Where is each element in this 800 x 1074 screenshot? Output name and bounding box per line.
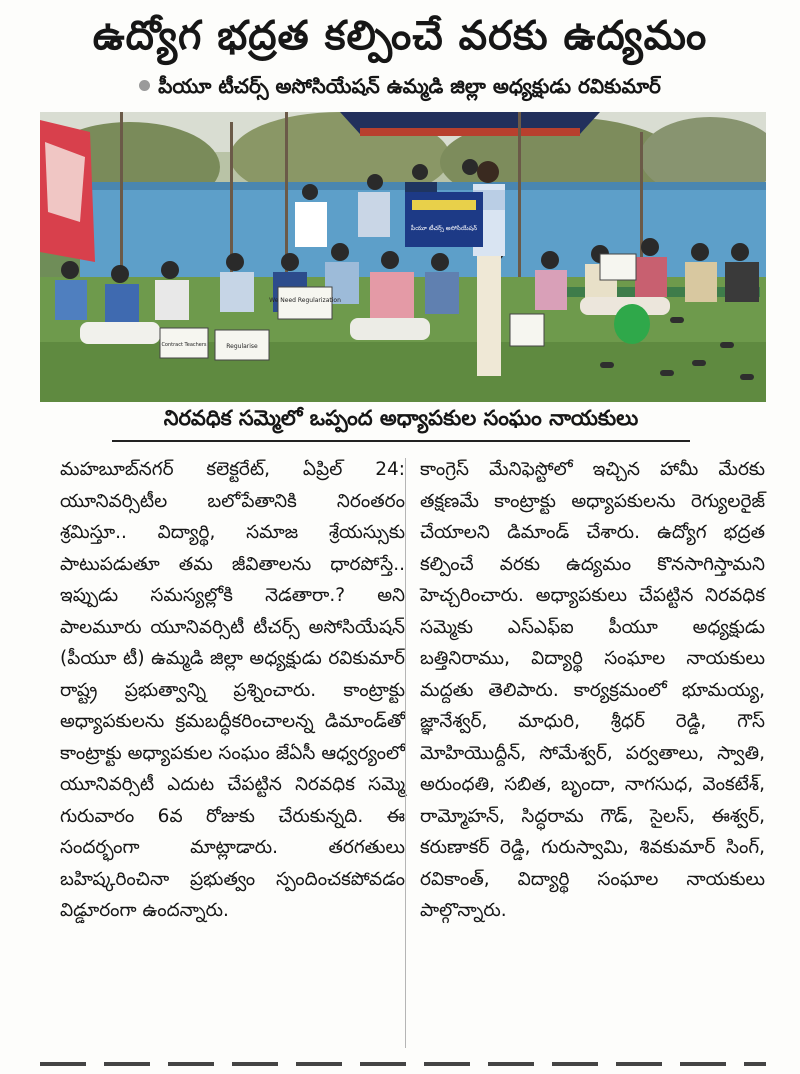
bullet-icon <box>139 80 150 91</box>
subheadline <box>0 72 800 100</box>
article-column-left <box>60 454 405 927</box>
placard-text: We Need Regularization <box>269 297 341 304</box>
protest-scene-illustration <box>40 112 766 402</box>
footer-rule <box>40 1062 766 1066</box>
body-paragraph: మహబూబ్‌నగర్ కలెక్టరేట్, ఏప్రిల్ 24: యూనివర్సిటీల బలోపేతానికి నిరంతరం శ్రమిస్తూ.. విద్యార్థి, సమాజ శ్రేయస్సుకు పాటుపడుతూ తమ జీవితాలను ధారపోస్తే.. ఇప్పుడు సమస్యల్లోకి నెడతారా.? అని పాలమూరు యూనివర్సిటీ టీచర్స్ అసోసియేషన్ (పీయూ టీ) ఉమ్మడి జిల్లా అధ్యక్షుడు రవికుమార్ రాష్ట్ర ప్రభుత్వాన్ని ప్రశ్నించారు. కాంట్రాక్టు అధ్యాపకులను క్రమబద్ధీకరించాలన్న డిమాండ్‌తో కాంట్రాక్టు అధ్యాపకుల సంఘం జేఏసీ ఆధ్వర్యంలో యూనివర్సిటీ ఎదుట చేపట్టిన నిరవధిక సమ్మె గురువారం 6వ రోజుకు చేరుకున్నది. ఈ సందర్భంగా మాట్లాడారు. తరగతులు బహిష్కరించినా ప్రభుత్వం స్పందించకపోవడం విడ్డూరంగా ఉందన్నారు. <box>60 459 405 921</box>
placard-text: Contract Teachers <box>161 342 207 348</box>
placard-text: Regularise <box>226 343 258 350</box>
article-column-right <box>420 454 765 927</box>
column-divider <box>405 458 406 1048</box>
subheadline-text: పీయూ టీచర్స్ అసోసియేషన్ ఉమ్మడి జిల్లా అధ్యక్షుడు రవికుమార్ <box>158 74 661 98</box>
photo-caption: నిరవధిక సమ్మెలో ఒప్పంద అధ్యాపకుల సంఘం నాయకులు <box>112 402 690 442</box>
banner-text: పీయూ టీచర్స్ అసోసియేషన్ <box>410 225 478 232</box>
news-photo <box>40 112 766 402</box>
headline: ఉద్యోగ భద్రత కల్పించే వరకు ఉద్యమం <box>92 13 708 59</box>
body-paragraph: కాంగ్రెస్ మేనిఫెస్టోలో ఇచ్చిన హామీ మేరకు తక్షణమే కాంట్రాక్టు అధ్యాపకులను రెగ్యులరైజ్ చేయాలని డిమాండ్ చేశారు. ఉద్యోగ భద్రత కల్పించే వరకు ఉద్యమం కొనసాగిస్తామని హెచ్చరించారు. అధ్యాపకులు చేపట్టిన నిరవధిక సమ్మెకు ఎస్ఎఫ్ఐ పీయూ అధ్యక్షుడు బత్తినిరాము, విద్యార్థి సంఘాల నాయకులు మద్దతు తెలిపారు. కార్యక్రమంలో భూమయ్య, జ్ఞానేశ్వర్, మాధురి, శ్రీధర్ రెడ్డి, గౌస్ మోహియొద్దీన్, సోమేశ్వర్, పర్వతాలు, స్వాతి, అరుంధతి, సబిత, బృందా, నాగసుధ, వెంకటేశ్, రామ్మోహన్, సిద్ధరామ గౌడ్, సైలస్, ఈశ్వర్, కరుణాకర్ రెడ్డి, గురుస్వామి, శివకుమార్ సింగ్, రవికాంత్, విద్యార్థి సంఘాల నాయకులు పాల్గొన్నారు. <box>420 459 765 921</box>
